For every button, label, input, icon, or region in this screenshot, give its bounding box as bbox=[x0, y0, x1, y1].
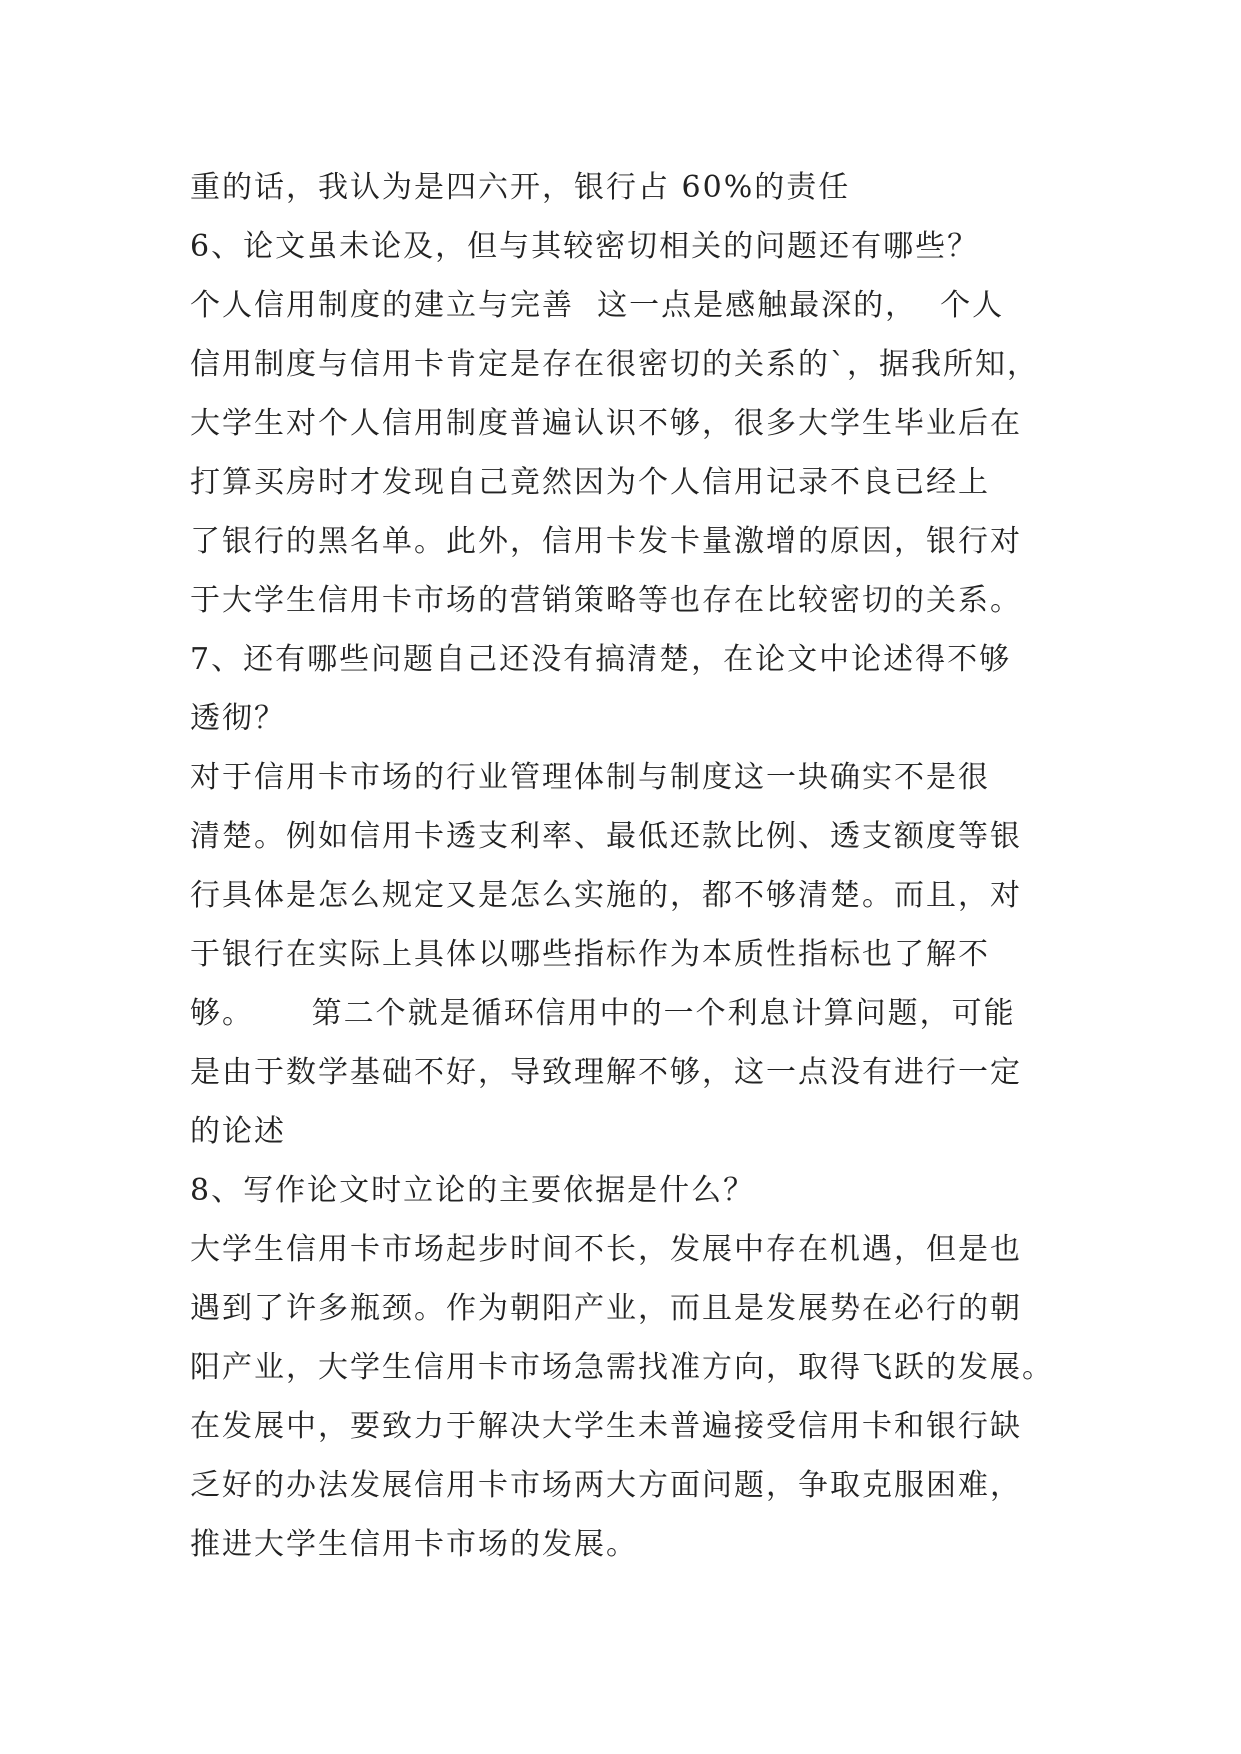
text-line: 大学生信用卡市场起步时间不长，发展中存在机遇，但是也 bbox=[190, 1232, 1022, 1267]
text-line: 行具体是怎么规定又是怎么实施的，都不够清楚。而且，对 bbox=[190, 878, 1022, 913]
text-line: 个人信用制度的建立与完善 这一点是感触最深的， 个人 bbox=[190, 288, 1005, 323]
text-line: 是由于数学基础不好，导致理解不够，这一点没有进行一定 bbox=[190, 1055, 1022, 1090]
question-heading: 6、论文虽未论及，但与其较密切相关的问题还有哪些？ bbox=[190, 229, 980, 264]
text-line: 重的话，我认为是四六开，银行占 60%的责任 bbox=[190, 170, 851, 205]
text-line: 的论述 bbox=[190, 1114, 286, 1149]
text-line: 够。 第二个就是循环信用中的一个利息计算问题，可能 bbox=[190, 996, 1016, 1031]
question-heading: 透彻？ bbox=[190, 701, 286, 736]
question-heading: 7、还有哪些问题自己还没有搞清楚，在论文中论述得不够 bbox=[190, 642, 1012, 677]
text-line: 了银行的黑名单。此外，信用卡发卡量激增的原因，银行对 bbox=[190, 524, 1022, 559]
text-line: 大学生对个人信用制度普遍认识不够，很多大学生毕业后在 bbox=[190, 406, 1022, 441]
text-line: 乏好的办法发展信用卡市场两大方面问题，争取克服困难， bbox=[190, 1468, 1022, 1503]
text-line: 对于信用卡市场的行业管理体制与制度这一块确实不是很 bbox=[190, 760, 990, 795]
text-line: 清楚。例如信用卡透支利率、最低还款比例、透支额度等银 bbox=[190, 819, 1022, 854]
text-line: 在发展中，要致力于解决大学生未普遍接受信用卡和银行缺 bbox=[190, 1409, 1022, 1444]
text-line: 推进大学生信用卡市场的发展。 bbox=[190, 1527, 638, 1562]
text-line: 信用制度与信用卡肯定是存在很密切的关系的`，据我所知， bbox=[190, 347, 1039, 382]
text-line: 于大学生信用卡市场的营销策略等也存在比较密切的关系。 bbox=[190, 583, 1022, 618]
question-heading: 8、写作论文时立论的主要依据是什么？ bbox=[190, 1173, 756, 1208]
text-line: 于银行在实际上具体以哪些指标作为本质性指标也了解不 bbox=[190, 937, 990, 972]
document-body bbox=[190, 158, 1070, 1574]
text-line: 阳产业，大学生信用卡市场急需找准方向，取得飞跃的发展。 bbox=[190, 1350, 1054, 1385]
text-line: 打算买房时才发现自己竟然因为个人信用记录不良已经上 bbox=[190, 465, 990, 500]
text-line: 遇到了许多瓶颈。作为朝阳产业，而且是发展势在必行的朝 bbox=[190, 1291, 1022, 1326]
